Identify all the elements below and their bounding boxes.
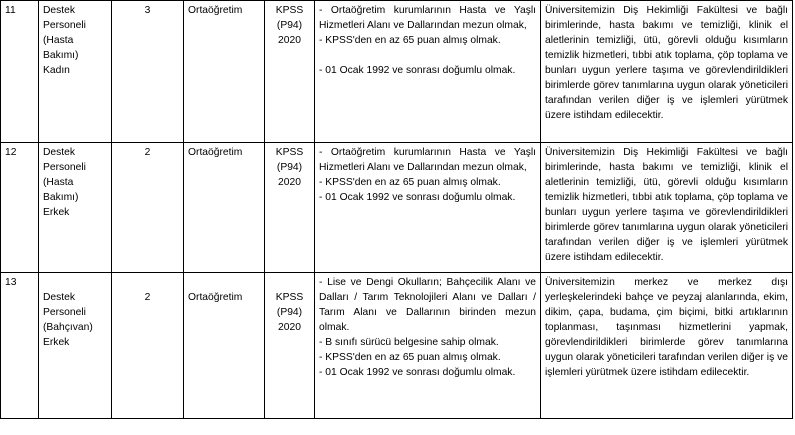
requirements: - Ortaöğretim kurumlarının Hasta ve Yaşlı Hizmetleri Alanı ve Dallarından mezun olmak, - KPSS'den en az 65 puan almış olmak. - 01 Ocak 1992 ve sonrası doğumlu olmak. xyxy=(315,143,541,273)
education-level: Ortaöğretim xyxy=(184,1,265,143)
position-title: Destek Personeli (Bahçıvan) Erkek xyxy=(39,273,112,419)
education-level: Ortaöğretim xyxy=(184,273,265,419)
row-number: 13 xyxy=(1,273,39,419)
job-description: Üniversitemizin Diş Hekimliği Fakültesi ve bağlı birimlerinde, hasta bakımı ve temizliği, klinik el aletlerinin temizliği, ütü, görevli olduğu kısımların temizlik hizmetleri, tıbbi atık toplama, çöp toplama ve bunları uygun yerlere taşıma ve görevlendirildikleri birimlerde görev tanımlarına uygun olarak yöneticileri tarafından verilen diğer iş ve işlemleri yürütmek üzere istihdam edilecektir. xyxy=(541,1,793,143)
row-number: 11 xyxy=(1,1,39,143)
table-row xyxy=(1,143,793,273)
row-number: 12 xyxy=(1,143,39,273)
position-title: Destek Personeli (Hasta Bakımı) Kadın xyxy=(39,1,112,143)
kpss-type: KPSS (P94) 2020 xyxy=(265,143,315,273)
job-description: Üniversitemizin Diş Hekimliği Fakültesi ve bağlı birimlerinde, hasta bakımı ve temizliği, klinik el aletlerinin temizliği, ütü, görevli olduğu kısımların temizlik hizmetleri, tıbbi atık toplama, çöp toplama ve bunları uygun yerlere taşıma ve görevlendirildikleri birimlerde görev tanımlarına uygun olarak yöneticileri tarafından verilen diğer iş ve işlemleri yürütmek üzere istihdam edilecektir. xyxy=(541,143,793,273)
position-count: 3 xyxy=(112,1,184,143)
position-count: 2 xyxy=(112,143,184,273)
position-count: 2 xyxy=(112,273,184,419)
kpss-type: KPSS (P94) 2020 xyxy=(265,1,315,143)
table-row xyxy=(1,1,793,143)
kpss-type: KPSS (P94) 2020 xyxy=(265,273,315,419)
requirements: - Ortaöğretim kurumlarının Hasta ve Yaşlı Hizmetleri Alanı ve Dallarından mezun olmak, - KPSS'den en az 65 puan almış olmak. - 01 Ocak 1992 ve sonrası doğumlu olmak. xyxy=(315,1,541,143)
education-level: Ortaöğretim xyxy=(184,143,265,273)
job-description: Üniversitemizin merkez ve merkez dışı yerleşkelerindeki bahçe ve peyzaj alanlarında, ekim, dikim, çapa, budama, çim biçimi, bitki artıklarının toplanması, taşınması hizmetlerini yapmak, görevlendirildikleri birimlerde görev tanımlarına uygun olarak yöneticileri tarafından verilen diğer iş ve işlemleri yürütmek üzere istihdam edilecektir. xyxy=(541,273,793,419)
requirements: - Lise ve Dengi Okulların; Bahçecilik Alanı ve Dalları / Tarım Teknolojileri Alanı ve Dalları / Tarım Alanı ve Dallarının birinden mezun olmak. - B sınıfı sürücü belgesine sahip olmak. - KPSS'den en az 65 puan almış olmak. - 01 Ocak 1992 ve sonrası doğumlu olmak. xyxy=(315,273,541,419)
table-row xyxy=(1,273,793,419)
position-title: Destek Personeli (Hasta Bakımı) Erkek xyxy=(39,143,112,273)
